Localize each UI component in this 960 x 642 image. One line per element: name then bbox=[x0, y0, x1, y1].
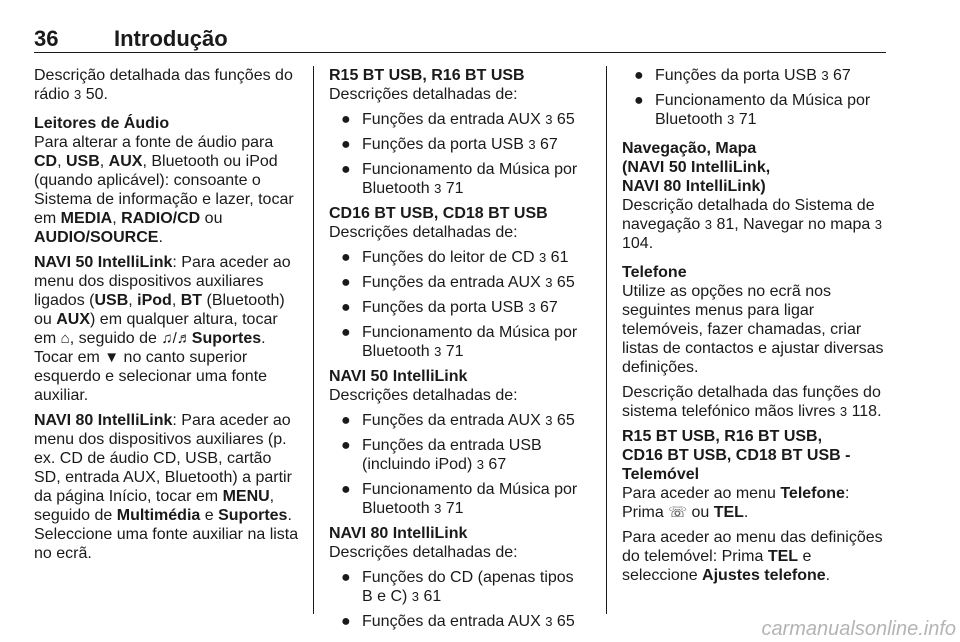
navi50-label: NAVI 50 IntelliLink bbox=[34, 254, 173, 271]
text: ou bbox=[200, 210, 223, 227]
page-ref-icon: 3 bbox=[538, 250, 547, 265]
text: . bbox=[158, 229, 163, 246]
ipod-label: iPod bbox=[137, 292, 172, 309]
item-text: Funcionamento da Música por Bluetooth bbox=[362, 161, 578, 197]
text: no canto superior esquerdo e selecionar uma fonte auxiliar. bbox=[34, 349, 268, 404]
phone-paragraph-1: Utilize as opções no ecrã nos seguintes menus para ligar telemóveis, fazer chamadas, criar listas de contactos e ajustar diversas definições. bbox=[622, 283, 884, 376]
page-header bbox=[34, 26, 886, 52]
list-item bbox=[339, 298, 584, 317]
phone-paragraph-2 bbox=[622, 383, 886, 421]
phone-icon: ☏ bbox=[668, 504, 687, 521]
item-text: Funções da entrada AUX bbox=[362, 274, 541, 291]
list-item bbox=[339, 135, 584, 154]
column-3 bbox=[622, 66, 886, 585]
text: ) em qualquer altura, tocar em bbox=[34, 311, 278, 347]
text: Para aceder ao menu bbox=[622, 485, 781, 502]
tel-label: TEL bbox=[767, 548, 799, 565]
page-ref-icon: 3 bbox=[74, 87, 82, 102]
section-cd16-cd18 bbox=[329, 204, 584, 361]
list-item bbox=[339, 110, 584, 129]
page-ref-icon: 3 bbox=[874, 217, 882, 232]
page-ref-icon: 3 bbox=[545, 413, 553, 428]
section-r15-r16 bbox=[329, 66, 584, 198]
page-ref[interactable]: 71 bbox=[445, 343, 464, 360]
page-ref[interactable]: 67 bbox=[833, 67, 851, 84]
text: , bbox=[128, 292, 138, 309]
page-ref-icon: 3 bbox=[545, 614, 553, 629]
section-intro: Descrições detalhadas de: bbox=[329, 86, 518, 103]
text: Para aceder ao menu das definições do telemóvel: Prima bbox=[622, 529, 883, 565]
phone-menu-paragraph bbox=[622, 484, 886, 522]
multimedia-label: Multimédia bbox=[116, 507, 201, 524]
list-item bbox=[339, 323, 584, 361]
list-item bbox=[339, 160, 584, 198]
page-ref[interactable]: 65 bbox=[556, 274, 575, 291]
menu-label: MENU bbox=[222, 488, 270, 505]
aux-label: AUX bbox=[108, 153, 143, 170]
text: . bbox=[825, 567, 831, 584]
section-navi50 bbox=[329, 367, 584, 518]
navi50-paragraph bbox=[34, 253, 300, 405]
page-ref[interactable]: 67 bbox=[488, 456, 507, 473]
bullet-icon: ● bbox=[341, 136, 351, 153]
bullet-icon: ● bbox=[341, 481, 351, 498]
bullet-icon: ● bbox=[341, 412, 351, 429]
navigation-heading: Navegação, Mapa bbox=[622, 140, 757, 157]
bullet-icon: ● bbox=[341, 274, 351, 291]
down-triangle-icon: ▼ bbox=[104, 349, 120, 366]
text: Prima bbox=[622, 504, 669, 521]
supports-label: Suportes bbox=[218, 507, 288, 524]
item-text: Funções da entrada AUX bbox=[362, 111, 541, 128]
text: e bbox=[200, 507, 219, 524]
navigation-heading-3: NAVI 80 IntelliLink) bbox=[622, 178, 766, 195]
section-intro: Descrições detalhadas de: bbox=[329, 387, 518, 404]
text: , seguido de bbox=[69, 330, 162, 347]
text: Descrição detalhada das funções do sistema telefónico mãos livres bbox=[622, 384, 881, 420]
page-ref-icon: 3 bbox=[727, 112, 735, 127]
item-text: Funções da entrada USB (incluindo iPod) bbox=[362, 437, 542, 473]
section-title: R15 BT USB, R16 BT USB bbox=[329, 67, 525, 84]
item-text: Funções da entrada AUX bbox=[362, 613, 541, 630]
column-divider-2 bbox=[606, 66, 607, 614]
text: . Seleccione uma fonte auxiliar na lista no ecrã. bbox=[34, 507, 299, 562]
media-label: MEDIA bbox=[60, 210, 113, 227]
column-divider-1 bbox=[313, 66, 314, 614]
list-item bbox=[339, 411, 584, 430]
text: Para alterar a fonte de áudio para bbox=[34, 134, 274, 151]
item-text: Funcionamento da Música por Bluetooth bbox=[362, 481, 578, 517]
page-ref-icon: 3 bbox=[434, 181, 442, 196]
item-text: Funções do leitor de CD bbox=[362, 249, 535, 266]
page-number: 36 bbox=[34, 26, 59, 51]
radio-reference-paragraph bbox=[34, 66, 300, 104]
item-text: Funções da porta USB bbox=[655, 67, 817, 84]
tel-label: TEL bbox=[713, 504, 744, 521]
bullet-icon: ● bbox=[341, 299, 351, 316]
text: e seleccione bbox=[622, 548, 812, 584]
item-text: Funções da porta USB bbox=[362, 299, 524, 316]
section-title: CD16 BT USB, CD18 BT USB bbox=[329, 205, 548, 222]
page-ref[interactable]: 65 bbox=[556, 613, 575, 630]
bt-label: BT bbox=[180, 292, 203, 309]
text: . Tocar em bbox=[34, 330, 266, 366]
text: : bbox=[844, 485, 850, 502]
text: Descrição detalhada das funções do rádio bbox=[34, 67, 293, 103]
r15-heading-3: Telemóvel bbox=[622, 466, 700, 483]
text: . bbox=[743, 504, 749, 521]
header-rule bbox=[34, 52, 886, 53]
page-ref-icon: 3 bbox=[545, 112, 553, 127]
usb-label: USB bbox=[94, 292, 129, 309]
page-title: Introdução bbox=[114, 26, 228, 51]
bullet-list bbox=[632, 66, 886, 129]
navi80-paragraph bbox=[34, 411, 300, 563]
text: , bbox=[57, 153, 66, 170]
page-ref-icon: 3 bbox=[704, 217, 712, 232]
text: , bbox=[112, 210, 122, 227]
text: , Navegar no mapa bbox=[734, 216, 871, 233]
page-ref[interactable]: 65 bbox=[556, 111, 575, 128]
telefone-label: Telefone bbox=[780, 485, 845, 502]
page-ref[interactable]: 71 bbox=[445, 500, 464, 517]
aux-label: AUX bbox=[56, 311, 91, 328]
section-intro: Descrições detalhadas de: bbox=[329, 544, 518, 561]
page-ref-icon: 3 bbox=[434, 501, 442, 516]
page-ref-icon: 3 bbox=[528, 300, 536, 315]
bullet-icon: ● bbox=[634, 92, 644, 109]
bullet-icon: ● bbox=[341, 569, 351, 586]
bullet-icon: ● bbox=[341, 613, 351, 630]
phone-settings-paragraph bbox=[622, 528, 886, 585]
list-item bbox=[632, 66, 886, 85]
cd-label: CD bbox=[34, 153, 58, 170]
bullet-icon: ● bbox=[341, 249, 351, 266]
section-intro: Descrições detalhadas de: bbox=[329, 224, 518, 241]
text: , bbox=[99, 153, 109, 170]
media-support-icon: ♫/♬ bbox=[161, 330, 192, 347]
bullet-icon: ● bbox=[341, 437, 351, 454]
list-item bbox=[632, 91, 886, 129]
page-ref-icon: 3 bbox=[528, 137, 536, 152]
item-text: Funções da entrada AUX bbox=[362, 412, 541, 429]
page-ref[interactable]: 67 bbox=[540, 299, 558, 316]
list-item bbox=[339, 273, 584, 292]
bullet-icon: ● bbox=[634, 67, 644, 84]
bullet-list bbox=[339, 248, 584, 361]
column-1 bbox=[34, 66, 300, 563]
list-item bbox=[339, 612, 584, 631]
bullet-list bbox=[339, 411, 584, 518]
audio-source-paragraph bbox=[34, 133, 300, 247]
audio-source-label: AUDIO/SOURCE bbox=[34, 229, 159, 246]
list-item bbox=[339, 480, 584, 518]
item-text: Funções da porta USB bbox=[362, 136, 524, 153]
page-ref-icon: 3 bbox=[434, 344, 442, 359]
page-ref-icon: 3 bbox=[821, 68, 829, 83]
text: ou bbox=[687, 504, 714, 521]
page-ref-icon: 3 bbox=[476, 457, 484, 472]
page-ref[interactable]: 65 bbox=[556, 412, 575, 429]
page-ref[interactable]: 61 bbox=[550, 249, 569, 266]
navigation-paragraph bbox=[622, 196, 886, 253]
phone-settings-label: Ajustes telefone bbox=[702, 567, 826, 584]
text: : Para aceder ao menu dos dispositivos auxiliares ligados ( bbox=[34, 254, 291, 309]
item-text: Funções do CD (apenas tipos B e C) bbox=[362, 569, 574, 605]
page-ref[interactable]: 71 bbox=[738, 111, 757, 128]
page-ref[interactable]: 118. bbox=[851, 403, 882, 420]
page-ref[interactable]: 50. bbox=[85, 86, 108, 103]
list-item bbox=[339, 248, 584, 267]
r15-heading-1: R15 BT USB, R16 BT USB, bbox=[622, 428, 823, 445]
item-text: Funcionamento da Música por Bluetooth bbox=[362, 324, 578, 360]
bullet-icon: ● bbox=[341, 111, 351, 128]
text: , seguido de bbox=[34, 488, 275, 524]
watermark: carmanualsonline.info bbox=[761, 618, 956, 640]
page-ref[interactable]: 71 bbox=[445, 180, 464, 197]
page-ref-icon: 3 bbox=[411, 589, 420, 604]
column-2 bbox=[329, 66, 584, 631]
page-ref[interactable]: 104. bbox=[622, 235, 654, 252]
item-text: Funcionamento da Música por Bluetooth bbox=[655, 92, 871, 128]
page-ref-icon: 3 bbox=[839, 404, 848, 419]
list-item bbox=[339, 436, 584, 474]
section-navi80 bbox=[329, 524, 584, 631]
text: Descrição detalhada do Sistema de navegação bbox=[622, 197, 875, 233]
text: : Para aceder ao menu dos dispositivos auxiliares (p. ex. CD de áudio CD, USB, cartão SD, entrada AUX, Bluetooth) a partir da página Início, tocar em bbox=[34, 412, 292, 505]
bullet-icon: ● bbox=[341, 324, 351, 341]
usb-label: USB bbox=[66, 153, 100, 170]
r15-heading-2: CD16 BT USB, CD18 BT USB - bbox=[622, 447, 851, 464]
section-title: NAVI 50 IntelliLink bbox=[329, 368, 468, 385]
audio-players-heading: Leitores de Áudio bbox=[34, 115, 170, 132]
phone-heading: Telefone bbox=[622, 264, 687, 281]
page-ref[interactable]: 67 bbox=[540, 136, 558, 153]
page-ref[interactable]: 81 bbox=[716, 216, 735, 233]
text: , Bluetooth ou iPod (quando aplicável): consoante o Sistema de informação e lazer, tocar em bbox=[34, 153, 294, 227]
supports-label: Suportes bbox=[191, 330, 262, 347]
bullet-list bbox=[339, 110, 584, 198]
page-ref[interactable]: 61 bbox=[423, 588, 442, 605]
page-ref-icon: 3 bbox=[545, 275, 553, 290]
bullet-icon: ● bbox=[341, 161, 351, 178]
radio-cd-label: RADIO/CD bbox=[121, 210, 201, 227]
section-title: NAVI 80 IntelliLink bbox=[329, 525, 468, 542]
home-icon: ⌂ bbox=[60, 330, 70, 347]
navigation-heading-2: (NAVI 50 IntelliLink, bbox=[622, 159, 771, 176]
navi80-label: NAVI 80 IntelliLink bbox=[34, 412, 173, 429]
text: (Bluetooth) ou bbox=[34, 292, 285, 328]
list-item bbox=[339, 568, 584, 606]
text: , bbox=[171, 292, 181, 309]
bullet-list bbox=[339, 568, 584, 631]
